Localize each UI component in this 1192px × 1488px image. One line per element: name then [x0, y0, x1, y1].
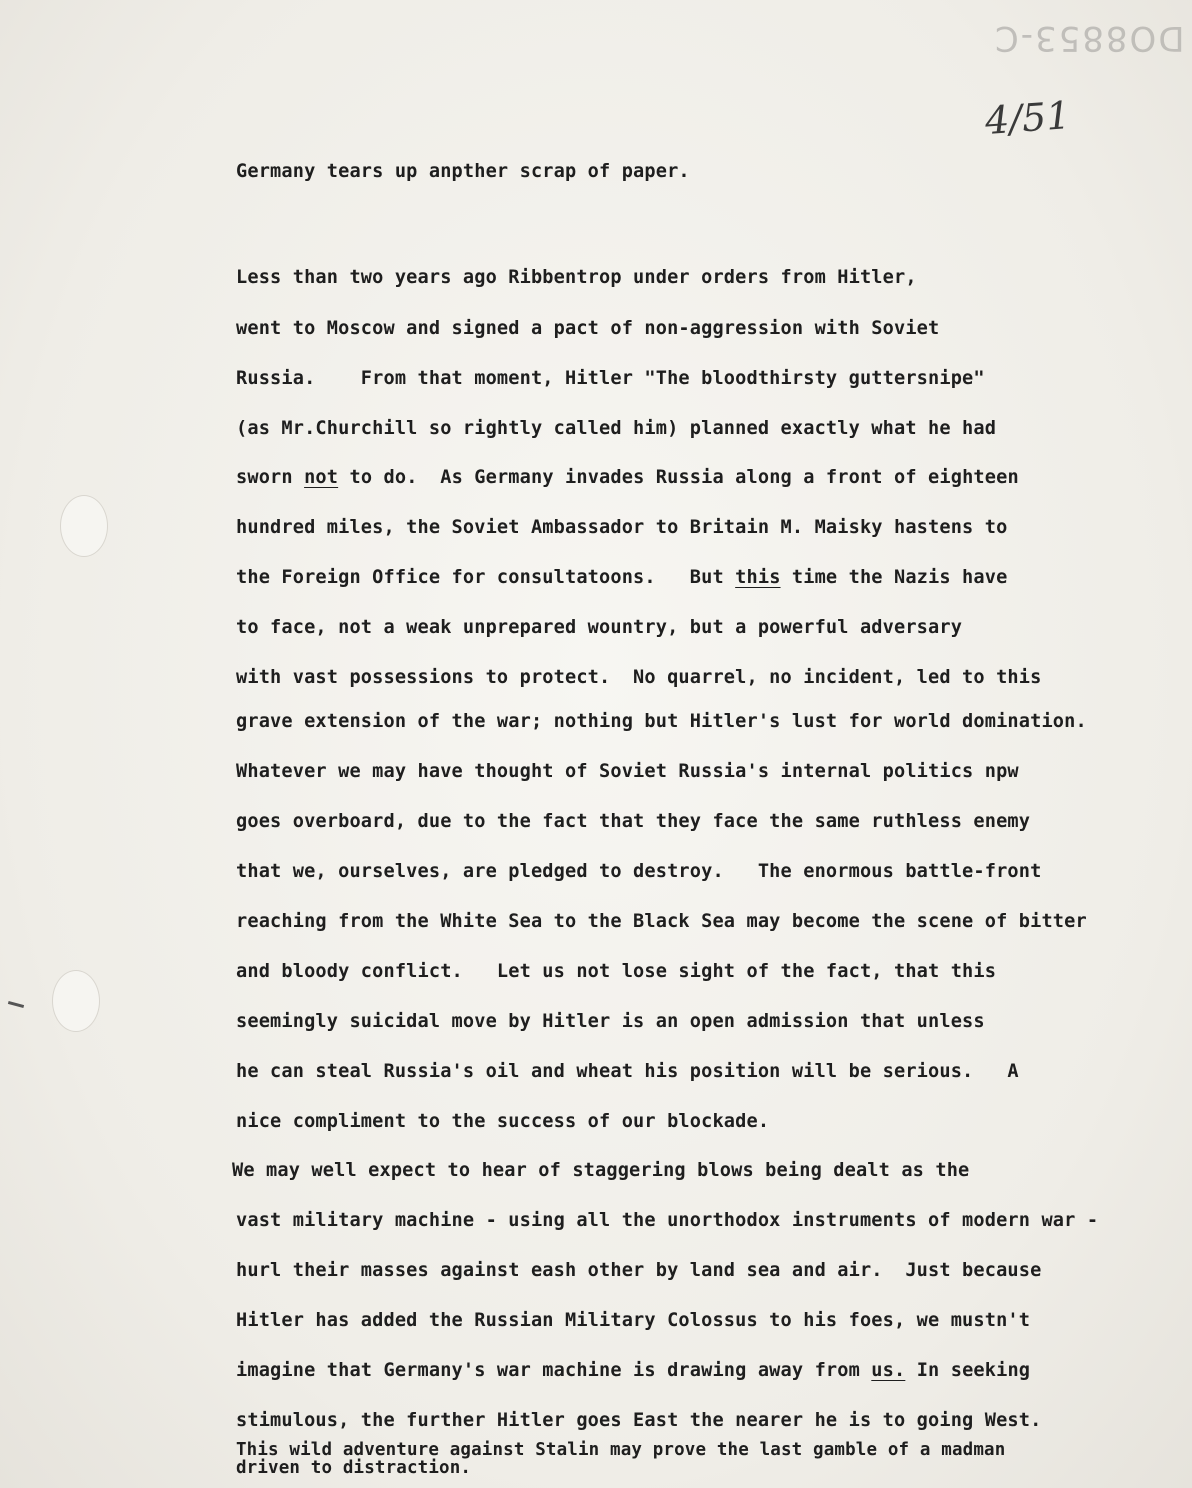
body-line: We may well expect to hear of staggering blows being dealt as the: [232, 1160, 970, 1181]
underlined-word: this: [735, 567, 781, 588]
body-line: goes overboard, due to the fact that they face the same ruthless enemy: [236, 811, 1031, 832]
body-line: Russia. From that moment, Hitler "The bloodthirsty guttersnipe": [236, 368, 985, 389]
body-line: he can steal Russia's oil and wheat his position will be serious. A: [236, 1061, 1019, 1082]
body-line: nice compliment to the success of our blockade.: [236, 1111, 770, 1132]
body-line: seemingly suicidal move by Hitler is an open admission that unless: [236, 1011, 985, 1032]
body-line: Less than two years ago Ribbentrop under orders from Hitler,: [236, 267, 917, 288]
underlined-word: us.: [871, 1360, 906, 1381]
margin-mark: [8, 1001, 24, 1008]
punch-hole: [52, 970, 100, 1032]
body-line: that we, ourselves, are pledged to destroy. The enormous battle-front: [236, 861, 1042, 882]
archive-stamp: DO8853-C: [992, 18, 1184, 58]
body-line: reaching from the White Sea to the Black Sea may become the scene of bitter: [236, 911, 1087, 932]
body-line: and bloody conflict. Let us not lose sight of the fact, that this: [236, 961, 997, 982]
body-line: the Foreign Office for consultatoons. But this time the Nazis have: [236, 567, 1008, 588]
body-line: went to Moscow and signed a pact of non-aggression with Soviet: [236, 318, 940, 339]
body-line: hundred miles, the Soviet Ambassador to Britain M. Maisky hastens to: [236, 517, 1008, 538]
body-line: with vast possessions to protect. No quarrel, no incident, led to this: [236, 667, 1042, 688]
document-title: Germany tears up anpther scrap of paper.: [236, 161, 690, 182]
body-line: vast military machine - using all the unorthodox instruments of modern war -: [236, 1210, 1099, 1231]
body-line: to face, not a weak unprepared wountry, but a powerful adversary: [236, 617, 963, 638]
body-line: grave extension of the war; nothing but Hitler's lust for world domination.: [236, 711, 1087, 732]
body-line: sworn not to do. As Germany invades Russia along a front of eighteen: [236, 467, 1019, 488]
body-line: This wild adventure against Stalin may prove the last gamble of a madman: [236, 1440, 1006, 1460]
body-line: imagine that Germany's war machine is drawing away from us. In seeking: [236, 1360, 1031, 1381]
folio-number: 4/51: [983, 93, 1072, 143]
body-line: (as Mr.Churchill so rightly called him) planned exactly what he had: [236, 418, 997, 439]
body-line: Hitler has added the Russian Military Colossus to his foes, we mustn't: [236, 1310, 1031, 1331]
underlined-word: not: [304, 467, 339, 488]
body-line: stimulous, the further Hitler goes East the nearer he is to going West.: [236, 1410, 1042, 1431]
body-line: hurl their masses against eash other by land sea and air. Just because: [236, 1260, 1042, 1281]
body-line: Whatever we may have thought of Soviet Russia's internal politics npw: [236, 761, 1019, 782]
punch-hole: [60, 495, 108, 557]
body-line: driven to distraction.: [236, 1458, 472, 1478]
